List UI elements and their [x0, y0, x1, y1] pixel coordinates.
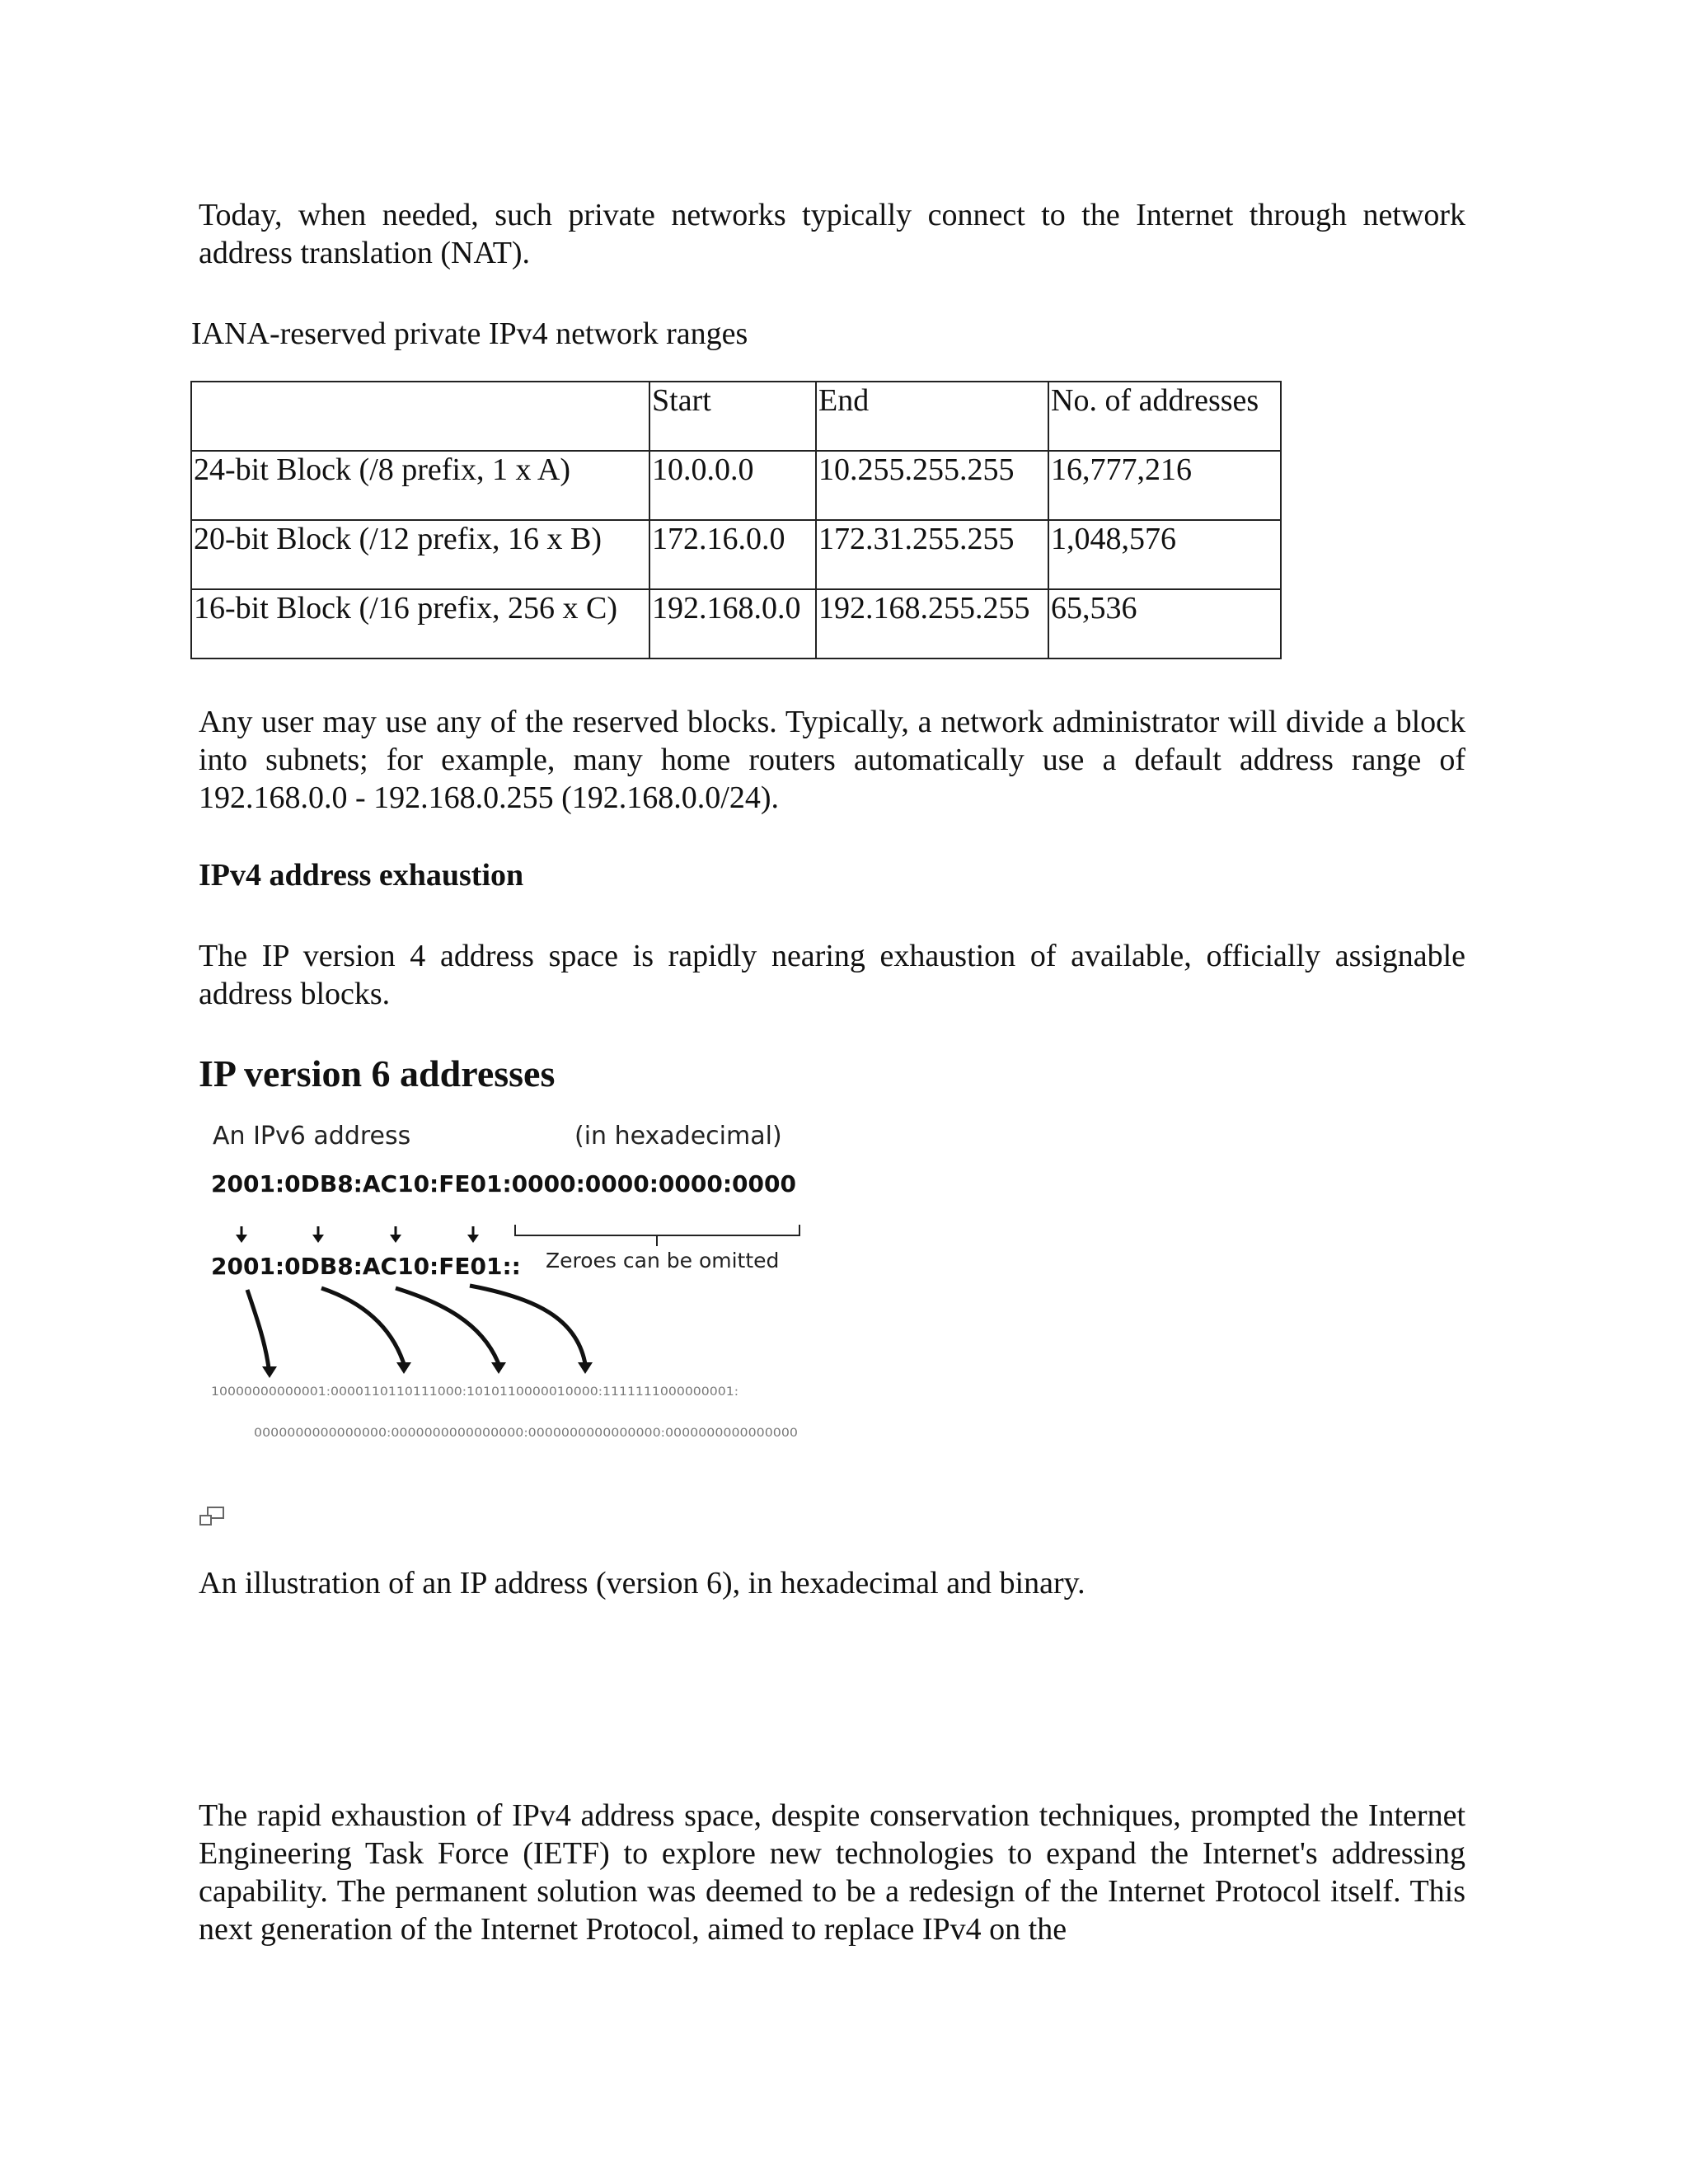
enlarge-icon[interactable] [198, 1505, 226, 1528]
table-header-row [191, 382, 1281, 451]
private-ranges-table [190, 381, 1282, 659]
zeroes-note: Zeroes can be omitted [546, 1249, 780, 1272]
exhaustion-paragraph: The IP version 4 address space is rapidly nearing exhaustion of available, officially assignable address blocks. [199, 939, 1465, 1011]
table-cell: 16,777,216 [1048, 451, 1281, 520]
full-address: 2001:0DB8:AC10:FE01:0000:0000:0000:0000 [211, 1170, 796, 1197]
table-header-cell: End [816, 382, 1048, 451]
table-row [191, 451, 1281, 520]
ipv6-intro-paragraph: The rapid exhaustion of IPv4 address space, despite conservation techniques, prompted the Internet Engineering Task Force (IETF) to explore new technologies to expand the Internet's addressing capability. The permanent solution was deemed to be a redesign of the Internet Protocol itself. This next generation of the Internet Protocol, aimed to replace IPv4 on the [199, 1798, 1465, 1947]
intro-paragraph: Today, when needed, such private networks typically connect to the Internet through network address translation (NAT). [199, 198, 1465, 270]
figure-caption: An illustration of an IP address (version 6), in hexadecimal and binary. [199, 1566, 1085, 1601]
section-subheading: IPv4 address exhaustion [199, 858, 524, 893]
table-cell: 1,048,576 [1048, 520, 1281, 589]
table-cell: 172.16.0.0 [649, 520, 816, 589]
table-cell: 172.31.255.255 [816, 520, 1048, 589]
binary-line-1: 10000000000001:0000110110111000:1010110000010000:1111111000000001: [211, 1385, 738, 1399]
reserved-blocks-paragraph: Any user may use any of the reserved blocks. Typically, a network administrator will divide a block into subnets; for example, many home routers automatically use a default address range of 192.168.0.0 - 192.168.0.255 (192.168.0.0/24). [199, 705, 1465, 815]
curved-arrows [247, 1286, 585, 1368]
table-cell: 65,536 [1048, 589, 1281, 658]
table-cell: 16-bit Block (/16 prefix, 256 x C) [191, 589, 649, 658]
table-header-cell: Start [649, 382, 816, 451]
table-cell: 10.255.255.255 [816, 451, 1048, 520]
table-caption: IANA-reserved private IPv4 network ranges [191, 316, 748, 351]
binary-line-2: 0000000000000000:0000000000000000:0000000000000000:0000000000000000 [254, 1427, 798, 1440]
table-cell: 192.168.0.0 [649, 589, 816, 658]
figure-label-left: An IPv6 address [213, 1122, 411, 1151]
ipv6-address-figure [206, 1121, 816, 1451]
table-row [191, 520, 1281, 589]
table-header-cell: No. of addresses [1048, 382, 1281, 451]
table-cell: 24-bit Block (/8 prefix, 1 x A) [191, 451, 649, 520]
section-heading: IP version 6 addresses [199, 1052, 556, 1094]
figure-label-right: (in hexadecimal) [574, 1122, 782, 1151]
table-cell: 20-bit Block (/12 prefix, 16 x B) [191, 520, 649, 589]
zeroes-bracket [515, 1225, 799, 1246]
short-address: 2001:0DB8:AC10:FE01:: [211, 1253, 521, 1280]
curved-arrowheads [262, 1362, 593, 1378]
down-arrow-icons [236, 1226, 479, 1243]
table-cell: 10.0.0.0 [649, 451, 816, 520]
table-header-cell [191, 382, 649, 451]
table-row [191, 589, 1281, 658]
table-cell: 192.168.255.255 [816, 589, 1048, 658]
